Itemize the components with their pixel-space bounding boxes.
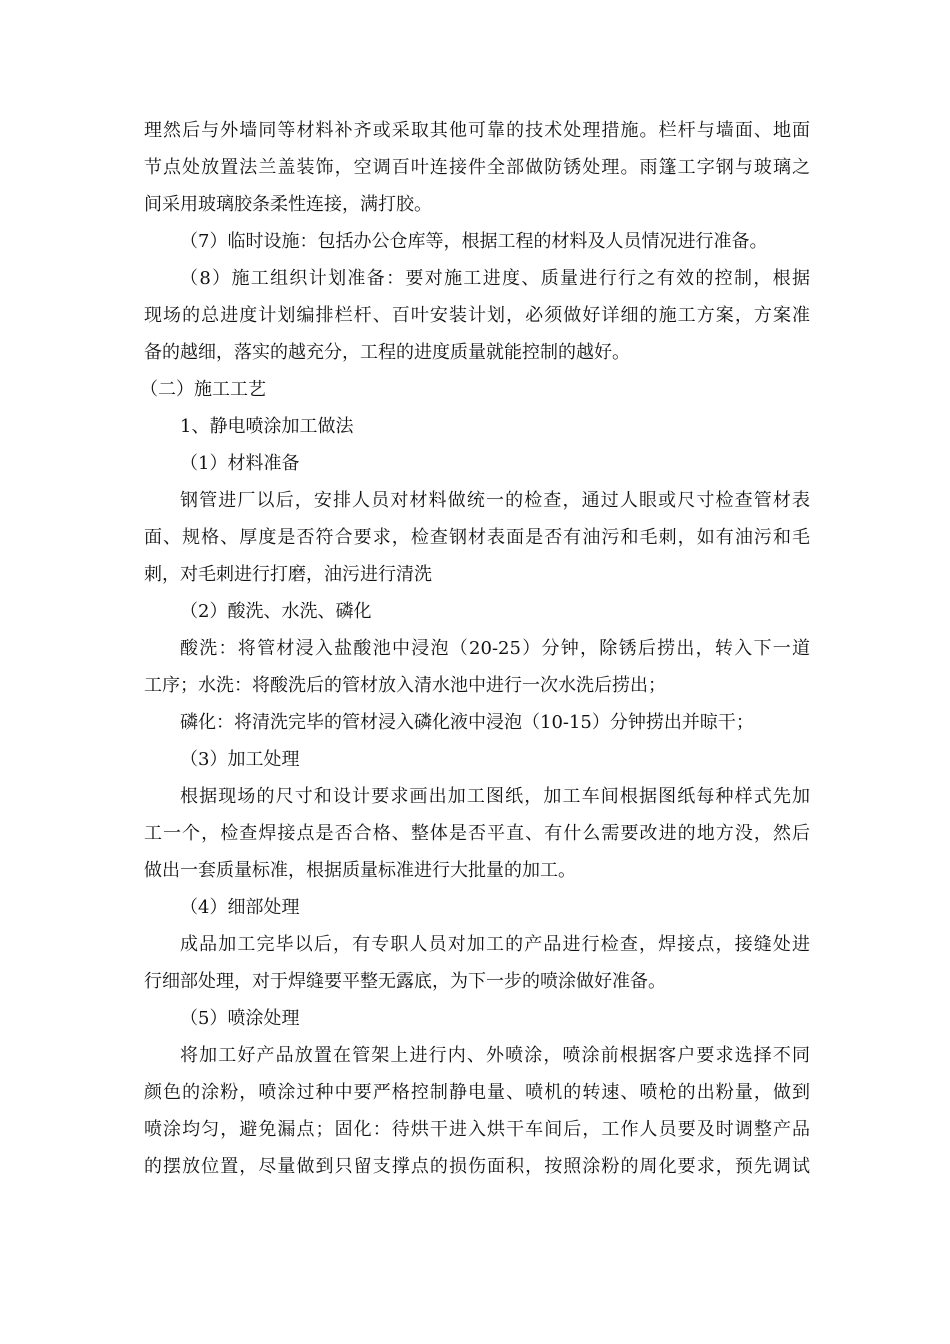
text-line: 1、静电喷涂加工做法: [180, 416, 354, 437]
text-line: （二）施工工艺: [140, 379, 266, 400]
text-line: 的摆放位置，尽量做到只留支撑点的损伤面积，按照涂粉的周化要求，预先调试: [144, 1156, 810, 1177]
text-line: （7）临时设施：包括办公仓库等，根据工程的材料及人员情况进行准备。: [180, 231, 768, 252]
text-line: 钢管进厂以后，安排人员对材料做统一的检查，通过人眼或尺寸检查管材表: [180, 490, 810, 511]
text-line: 间采用玻璃胶条柔性连接，满打胶。: [144, 194, 432, 215]
text-line: 备的越细，落实的越充分，工程的进度质量就能控制的越好。: [144, 342, 630, 363]
text-line: 喷涂均匀，避免漏点；固化：待烘干进入烘干车间后，工作人员要及时调整产品: [144, 1119, 810, 1140]
text-line: （1）材料准备: [180, 453, 300, 474]
text-line: 磷化：将清洗完毕的管材浸入磷化液中浸泡（10-15）分钟捞出并晾干；: [180, 712, 754, 733]
text-line: （5）喷涂处理: [180, 1008, 300, 1029]
text-line: 工序；水洗：将酸洗后的管材放入清水池中进行一次水洗后捞出；: [144, 675, 666, 696]
text-line: 节点处放置法兰盖装饰，空调百叶连接件全部做防锈处理。雨篷工字钢与玻璃之: [144, 157, 810, 178]
text-line: 做出一套质量标准，根据质量标准进行大批量的加工。: [144, 860, 576, 881]
text-line: 工一个，检查焊接点是否合格、整体是否平直、有什么需要改进的地方没，然后: [144, 823, 810, 844]
text-line: （4）细部处理: [180, 897, 300, 918]
text-line: 理然后与外墙同等材料补齐或采取其他可靠的技术处理措施。栏杆与墙面、地面: [144, 120, 810, 141]
text-line: 酸洗：将管材浸入盐酸池中浸泡（20-25）分钟，除锈后捞出，转入下一道: [180, 638, 810, 659]
text-line: 根据现场的尺寸和设计要求画出加工图纸，加工车间根据图纸每种样式先加: [180, 786, 810, 807]
text-line: （8）施工组织计划准备：要对施工进度、质量进行行之有效的控制，根据: [180, 268, 810, 289]
document-body: [140, 112, 810, 1185]
text-line: 颜色的涂粉，喷涂过种中要严格控制静电量、喷机的转速、喷枪的出粉量，做到: [144, 1082, 810, 1103]
text-line: （2）酸洗、水洗、磷化: [180, 601, 372, 622]
text-line: 现场的总进度计划编排栏杆、百叶安装计划，必须做好详细的施工方案，方案准: [144, 305, 810, 326]
text-line: 成品加工完毕以后，有专职人员对加工的产品进行检查，焊接点，接缝处进: [180, 934, 810, 955]
text-line: 将加工好产品放置在管架上进行内、外喷涂，喷涂前根据客户要求选择不同: [180, 1045, 810, 1066]
text-line: （3）加工处理: [180, 749, 300, 770]
text-line: 面、规格、厚度是否符合要求，检查钢材表面是否有油污和毛刺，如有油污和毛: [144, 527, 810, 548]
text-line: 刺，对毛刺进行打磨，油污进行清洗: [144, 564, 432, 585]
text-line: 行细部处理，对于焊缝要平整无露底，为下一步的喷涂做好准备。: [144, 971, 666, 992]
